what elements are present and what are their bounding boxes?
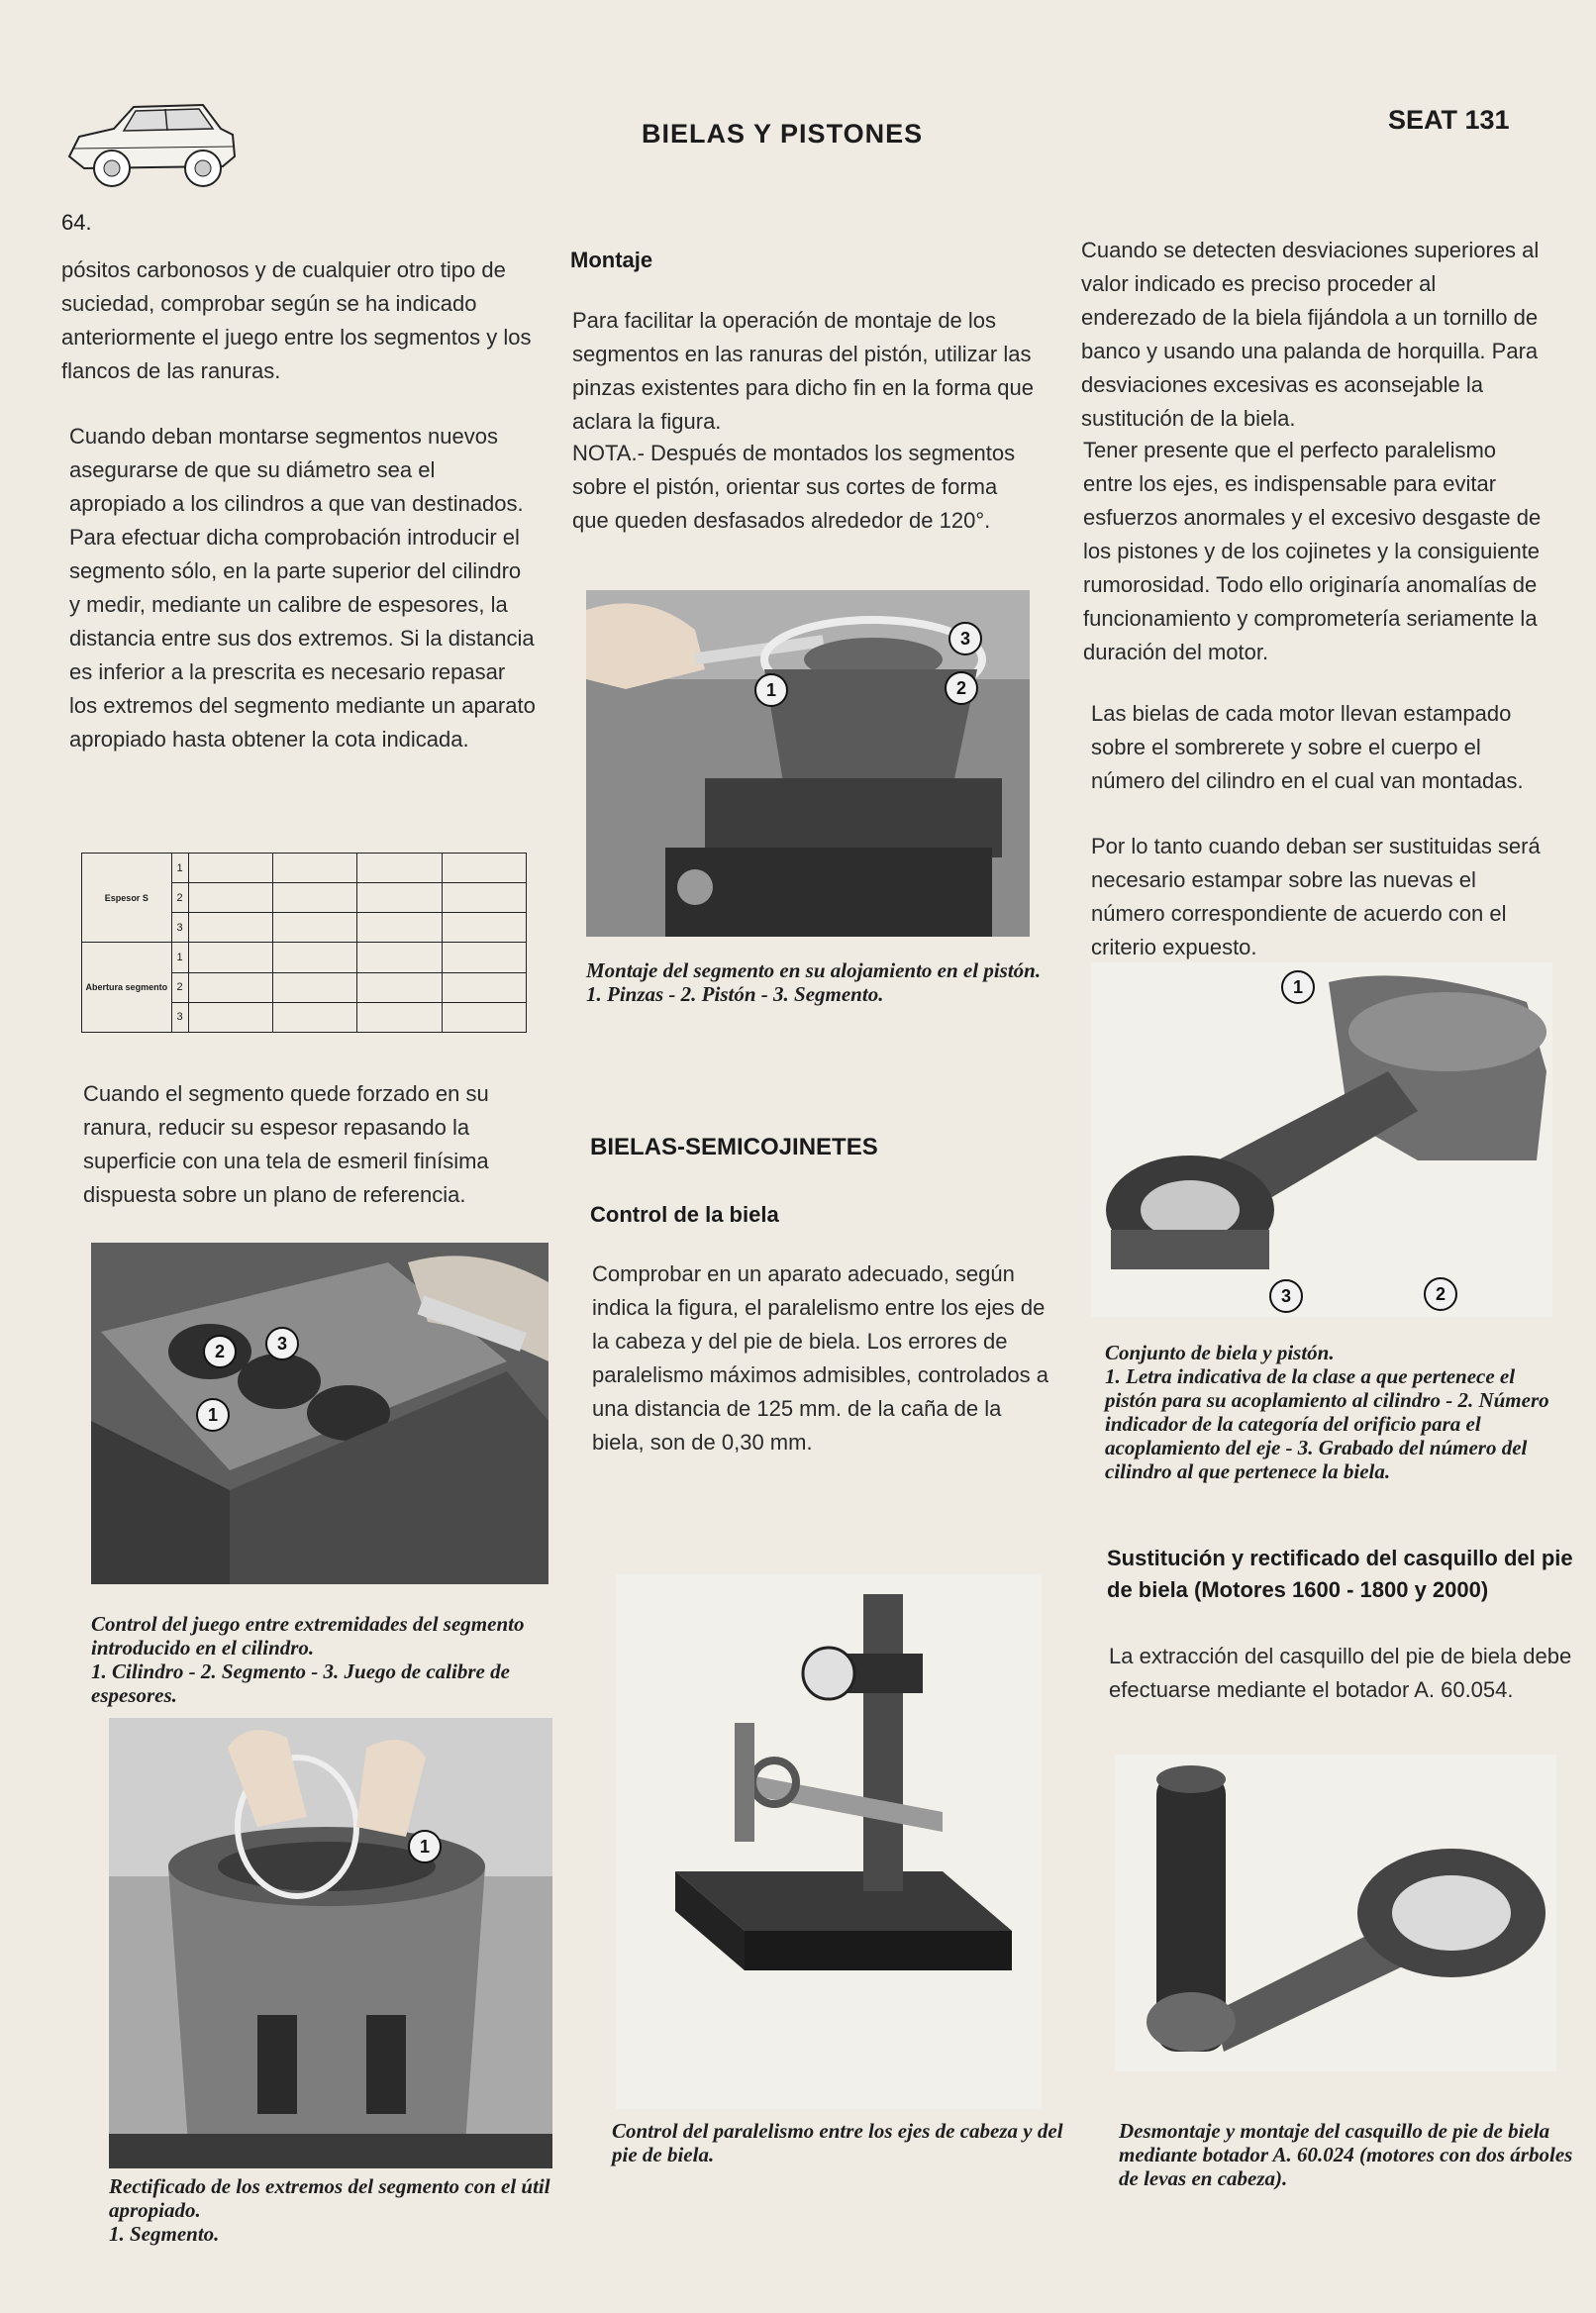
col2-caption1: Montaje del segmento en su alojamiento en el pistón. 1. Pinzas - 2. Pistón - 3. Segmento. (586, 958, 1042, 1006)
callout-3: 3 (265, 1327, 299, 1360)
col1-para1: pósitos carbonosos y de cualquier otro tipo de suciedad, comprobar según se ha indicado anteriormente el juego entre los segmentos y los flancos de las ranuras. (61, 257, 532, 383)
heading-control-biela: Control de la biela (590, 1202, 779, 1227)
col2-para3: Comprobar en un aparato adecuado, según indica la figura, el paralelismo entre los ejes de la cabeza y del pie de biela. Los errores de paralelismo máximos admisibles, controlados a una distancia de 125 mm. de la caña de la biela, son de 0,30 mm. (592, 1261, 1048, 1455)
col1-para3: Cuando el segmento quede forzado en su ranura, reducir su espesor repasando la superficie con una tela de esmeril finísima dispuesta sobre un plano de referencia. (83, 1081, 489, 1207)
col2-para2: NOTA.- Después de montados los segmentos sobre el pistón, orientar sus cortes de forma que queden desfasados alrededor de 120°. (572, 441, 1016, 533)
car-icon (54, 77, 243, 206)
rod-piston-assembly-photo (1091, 962, 1552, 1317)
brand-page-label: SEAT 131 (1388, 105, 1510, 135)
col3-para4: Por lo tanto cuando deban ser sustituidas será necesario estampar sobre las nuevas el número correspondiente de acuerdo con el criterio expuesto. (1091, 834, 1541, 959)
col3-para3: Las bielas de cada motor llevan estampado sobre el sombrerete y sobre el cuerpo el número del cilindro en el cual van montadas. (1091, 701, 1524, 793)
callout-1: 1 (1281, 970, 1315, 1004)
col2-caption2: Control del paralelismo entre los ejes de cabeza y del pie de biela. (612, 2119, 1063, 2166)
col1-caption2: Rectificado de los extremos del segmento con el útil apropiado. 1. Segmento. (109, 2174, 550, 2246)
callout-1: 1 (754, 673, 788, 707)
ring-grinding-photo (109, 1718, 552, 2168)
heading-sustitucion: Sustitución y rectificado del casquillo del pie de biela (Motores 1600 - 1800 y 2000) (1107, 1546, 1573, 1602)
col1-caption1: Control del juego entre extremidades del segmento introducido en el cilindro. 1. Cilindro - 2. Segmento - 3. Juego de calibre de espesores. (91, 1612, 525, 1707)
rod-driver-photo (1115, 1755, 1556, 2071)
col2-para1: Para facilitar la operación de montaje de los segmentos en las ranuras del pistón, utilizar las pinzas existentes para dicho fin en la forma que aclara la figura. (572, 308, 1034, 434)
callout-3: 3 (1269, 1279, 1303, 1313)
col1-para2: Cuando deban montarse segmentos nuevos asegurarse de que su diámetro sea el apropiado a los cilindros a que van destinados. Para efectuar dicha comprobación introducir el segmento sólo, en la parte superior del cilindro y medir, mediante un calibre de espesores, la distancia entre sus dos extremos. Si la distancia es inferior a la prescrita es necesario repasar los extremos del segmento mediante un aparato apropiado hasta obtener la cota indicada. (69, 424, 536, 752)
col3-para1: Cuando se detecten desviaciones superiores al valor indicado es preciso proceder al enderezado de la biela fijándola a un tornillo de banco y usando una palanda de horquilla. Para desviaciones excesivas es aconsejable la sustitución de la biela. (1081, 238, 1540, 431)
callout-1: 1 (196, 1398, 230, 1432)
callout-2: 2 (203, 1335, 237, 1368)
heading-montaje: Montaje (570, 248, 653, 272)
col3-para2: Tener presente que el perfecto paralelismo entre los ejes, es indispensable para evitar esfuerzos anormales y el excesivo desgaste de los pistones y de los cojinetes y la consiguiente rumorosidad. Todo ello originaría anomalías de funcionamiento y comprometería seriamente la duración del motor. (1083, 438, 1542, 664)
table-row-label: Espesor S (82, 854, 172, 943)
section-title: BIELAS Y PISTONES (642, 119, 924, 149)
spec-table: Espesor S 1 2 3 Abertura segmento 1 2 3 (81, 853, 527, 1033)
callout-3: 3 (948, 622, 982, 655)
callout-1: 1 (408, 1830, 442, 1863)
car-logo (54, 77, 243, 206)
heading-bielas-semicojinetes: BIELAS-SEMICOJINETES (590, 1134, 878, 1160)
callout-2: 2 (945, 671, 978, 705)
parallelism-gauge-photo (616, 1574, 1042, 2109)
page-number: 64. (61, 210, 92, 235)
engine-block-photo (91, 1243, 549, 1584)
col3-caption1: Conjunto de biela y pistón. 1. Letra indicativa de la clase a que pertenece el pistón para su acoplamiento al cilindro - 2. Número indicador de la categoría del orificio para el acoplamiento del eje - 3. Grabado del número del cilindro al que pertenece la biela. (1105, 1341, 1549, 1483)
col3-para5: La extracción del casquillo del pie de biela debe efectuarse mediante el botador A. 60.054. (1109, 1644, 1572, 1702)
col3-caption2: Desmontaje y montaje del casquillo de pie de biela mediante botador A. 60.024 (motores con dos árboles de levas en cabeza). (1119, 2119, 1573, 2190)
table-row-label: Abertura segmento (82, 943, 172, 1033)
callout-2: 2 (1424, 1277, 1457, 1311)
